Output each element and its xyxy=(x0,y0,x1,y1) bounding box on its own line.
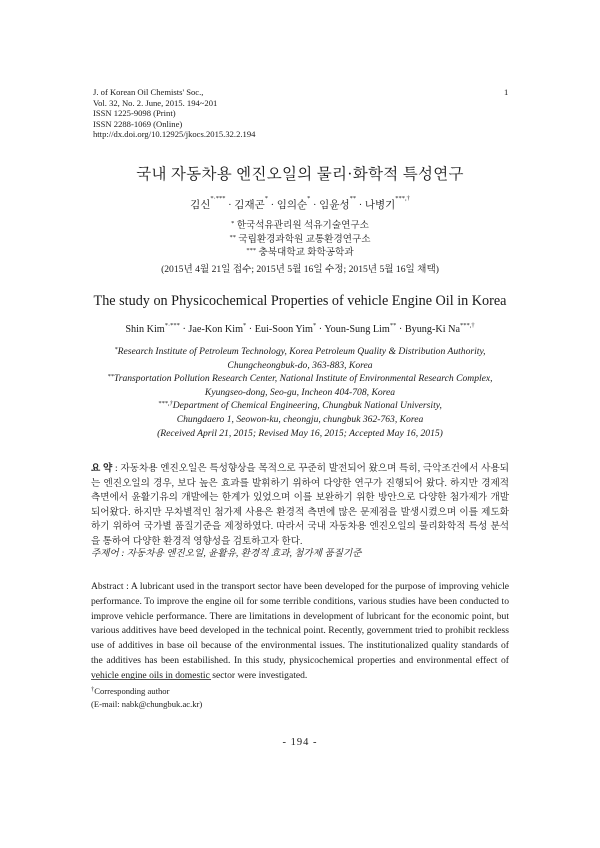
affiliation-text: 충북대학교 화학공학과 xyxy=(256,247,354,258)
page-number-top: 1 xyxy=(504,87,509,97)
author-separator: · xyxy=(246,324,255,335)
affiliation-text: Department of Chemical Engineering, Chungbuk National University, xyxy=(172,400,442,412)
korean-affiliations xyxy=(60,219,540,260)
author-email[interactable]: (E-mail: nabk@chungbuk.ac.kr) xyxy=(91,699,203,709)
author-affiliation-marker: * xyxy=(312,322,317,329)
corresponding-author: Corresponding author xyxy=(94,686,170,696)
affiliation-text: Research Institute of Petroleum Technology, Korea Petroleum Quality & Distribution Authority, xyxy=(117,346,486,357)
affiliation-marker: *** xyxy=(246,247,257,254)
korean-abstract-text: : 자동차용 엔진오일은 특성향상을 목적으로 꾸준히 발전되어 왔으며 특히, 극악조건에서 사용되는 엔진오일의 경우, 보다 높은 효과를 발휘하기 위하여 다양한 연구가 진행되어 왔다. 하지만 경제적 측면에서 윤활기유의 개발에는 한계가 있었으며 이를 보완하기 위한 방안으로 다양한 첨가제가 개발 되어왔다. 하지만 무차별적인 첨가제 사용은 환경적 측면에 많은 문제점을 발생시켰으며 이를 제도화하기 위하여 국가별 품질기준을 제정하였다. 따라서 국내 자동차용 엔진오일의 물리화학적 특성 분석을 통하여 다양한 환경적 영향성을 검토하고자 한다. xyxy=(91,463,509,547)
affiliation-text: 국립환경과학원 교통환경연구소 xyxy=(235,233,371,245)
english-authors xyxy=(60,324,540,335)
affiliation-line xyxy=(60,399,540,413)
author-affiliation-marker: ***,† xyxy=(395,195,410,202)
doi-link[interactable]: http://dx.doi.org/10.12925/jkocs.2015.32.2.194 xyxy=(93,129,256,140)
author-separator: · xyxy=(267,200,277,211)
author-affiliation-marker: *·*** xyxy=(210,195,226,202)
author-name: Youn-Sung Lim xyxy=(324,324,390,335)
footnote-rule xyxy=(91,679,211,680)
author-name: 김재곤 xyxy=(234,200,265,211)
korean-dates: (2015년 4월 21일 접수; 2015년 5월 16일 수정; 2015년 5월 16일 채택) xyxy=(161,264,439,275)
korean-abstract xyxy=(91,462,509,550)
affiliation-address: Chungcheongbuk-do, 363-883, Korea xyxy=(227,359,373,371)
english-abstract-label: Abstract xyxy=(91,581,124,592)
author-affiliation-marker: * xyxy=(243,322,247,329)
author-affiliation-marker: *·*** xyxy=(164,322,180,329)
author-separator: · xyxy=(179,324,189,335)
author-name: Byung-Ki Na xyxy=(404,324,460,335)
author-name: Eui-Soon Yim xyxy=(254,324,313,335)
journal-name: J. of Korean Oil Chemists' Soc., xyxy=(93,87,204,97)
author-separator: · xyxy=(356,200,365,211)
affiliation-marker: ** xyxy=(229,233,236,241)
author-affiliation-marker: * xyxy=(264,195,268,202)
author-name: 임윤성 xyxy=(319,200,350,211)
affiliation-text: 한국석유관리원 석유기술연구소 xyxy=(234,220,369,231)
author-affiliation-marker: ** xyxy=(389,322,397,329)
issn-online: ISSN 2288-1069 (Online) xyxy=(93,118,183,129)
author-separator: · xyxy=(316,324,325,335)
affiliation-address: Kyungseo-dong, Seo-gu, Incheon 404-708, Korea xyxy=(204,386,396,398)
affiliation-text: Transportation Pollution Research Center, National Institute of Environmental Research Complex, xyxy=(113,373,493,385)
footnote-marker: † xyxy=(91,686,95,693)
english-abstract xyxy=(91,580,509,684)
english-title: The study on Physicochemical Properties of vehicle Engine Oil in Korea xyxy=(93,293,507,309)
korean-keywords: 주제어 : 자동차용 엔진오일, 윤활유, 환경적 효과, 첨가제 품질기준 xyxy=(91,548,362,559)
english-affiliations xyxy=(60,345,540,440)
author-affiliation-marker: ***,† xyxy=(460,322,475,329)
author-separator: · xyxy=(310,200,320,211)
affiliation-line xyxy=(60,246,540,260)
author-affiliation-marker: * xyxy=(307,195,311,202)
english-abstract-text: : A lubricant used in the transport sector have been developed for the purpose of improving vehicle performance. To improve the engine oil for some terrible conditions, various studies have been conducted to improve vehicle performance. There are limitations in development of lubricant for the economic point, but various additives have beed developed in the technical point. Recently, government tried to prohibit reckless use of additives in base oil because of the environmental issues. The institutionalized quality standards of the additives has been estabilished. In this study, physicochemical properties and environmental effect of vehicle engine oils in domestic sector were investigated. xyxy=(91,581,509,681)
affiliation-line xyxy=(60,233,540,247)
affiliation-marker: * xyxy=(231,220,235,227)
author-affiliation-marker: ** xyxy=(349,195,357,202)
author-separator: · xyxy=(396,324,405,335)
korean-abstract-label: 요 약 xyxy=(91,463,113,474)
english-dates: (Received April 21, 2015; Revised May 16, 2015; Accepted May 16, 2015) xyxy=(157,427,443,439)
author-name: Shin Kim xyxy=(125,324,165,335)
affiliation-line xyxy=(60,345,540,359)
journal-header xyxy=(93,87,255,140)
korean-authors xyxy=(60,197,540,212)
issn-print: ISSN 1225-9098 (Print) xyxy=(93,108,176,119)
footnote xyxy=(91,685,202,711)
author-name: 임의순 xyxy=(276,200,308,211)
author-name: 나병기 xyxy=(364,200,396,211)
korean-title: 국내 자동차용 엔진오일의 물리·화학적 특성연구 xyxy=(136,166,464,183)
affiliation-marker: ** xyxy=(107,373,114,381)
author-separator: · xyxy=(225,200,235,211)
author-name: 김신 xyxy=(190,200,211,211)
page-footer-number: - 194 - xyxy=(282,737,318,748)
affiliation-line xyxy=(60,372,540,386)
affiliation-marker: * xyxy=(114,346,118,353)
journal-volume: Vol. 32, No. 2. June, 2015. 194~201 xyxy=(93,97,218,108)
author-name: Jae-Kon Kim xyxy=(188,324,243,335)
affiliation-address: Chungdaero 1, Seowon-ku, cheongju, chungbuk 362-763, Korea xyxy=(176,413,424,425)
affiliation-marker: ***,† xyxy=(158,400,173,408)
affiliation-line xyxy=(60,219,540,233)
